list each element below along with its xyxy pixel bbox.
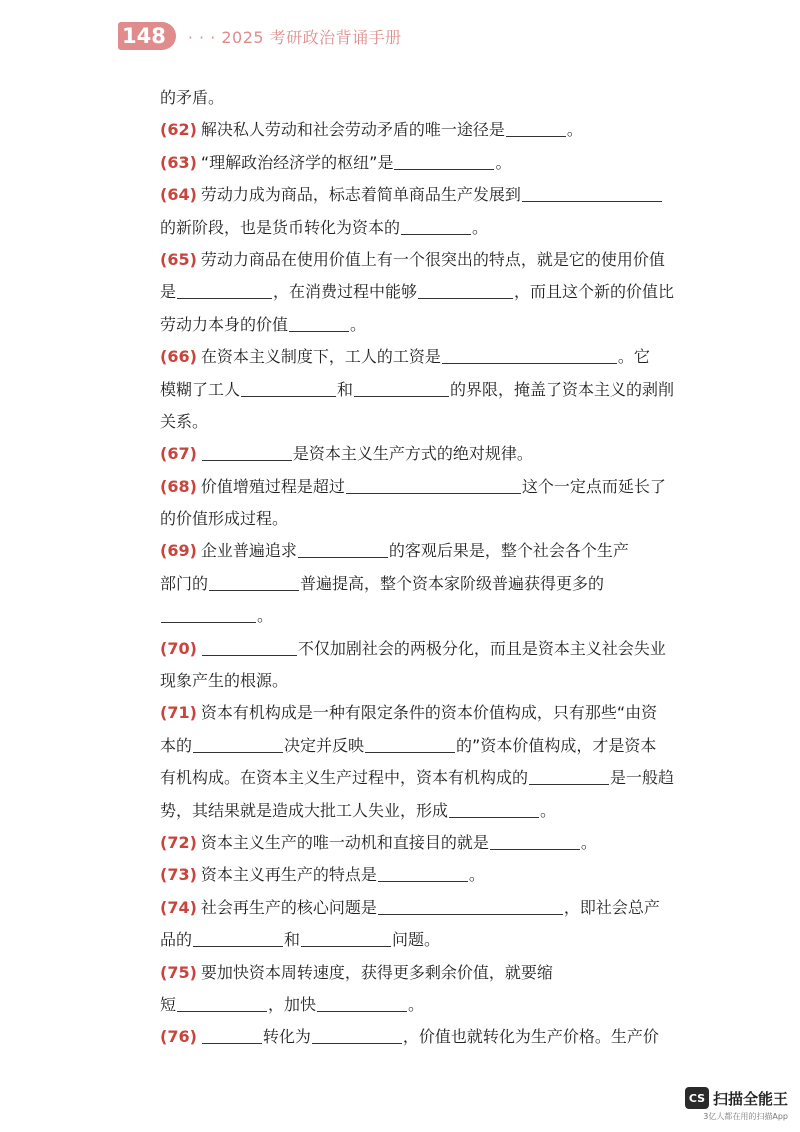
blank-field: [177, 993, 267, 1012]
blank-field: [202, 637, 297, 656]
question-69: (69) 企业普遍追求 的客观后果是，整个社会各个生产: [160, 541, 629, 561]
blank-field: [394, 151, 494, 170]
question-68: (68) 价值增殖过程是超过 这个一定点而延长了: [160, 476, 666, 496]
blank-field: [506, 118, 566, 137]
question-66: (66) 在资本主义制度下，工人的工资是 。它: [160, 347, 650, 367]
blank-field: [193, 928, 283, 947]
question-67: (67) 是资本主义生产方式的绝对规律。: [160, 444, 533, 464]
question-71-line2: 本的 决定并反映 的”资本价值构成，才是资本: [160, 735, 657, 755]
blank-field: [378, 863, 468, 882]
page-number: 148: [118, 22, 176, 50]
question-71-line3: 有机构成。在资本主义生产过程中，资本有机构成的 是一般趋: [160, 768, 675, 788]
question-75: (75) 要加快资本周转速度，获得更多剩余价值，就要缩: [160, 962, 553, 982]
question-64-line2: 的新阶段，也是货币转化为资本的 。: [160, 217, 489, 237]
blank-field: [418, 280, 513, 299]
blank-field: [193, 734, 283, 753]
blank-field: [354, 378, 449, 397]
question-65-line3: 劳动力本身的价值 。: [160, 314, 367, 334]
question-66-line2: 模糊了工人 和 的界限，掩盖了资本主义的剥削: [160, 379, 675, 399]
watermark-app-name: 扫描全能王: [712, 1089, 788, 1108]
continuation-line: 的矛盾。: [160, 88, 225, 107]
blank-field: [365, 734, 455, 753]
blank-field: [161, 604, 256, 623]
question-63: (63) “理解政治经济学的枢纽”是 。: [160, 152, 512, 172]
page-header: [118, 22, 402, 50]
blank-field: [401, 216, 471, 235]
question-62: (62) 解决私人劳动和社会劳动矛盾的唯一途径是 。: [160, 120, 583, 140]
blank-field: [202, 1025, 262, 1044]
question-75-line2: 短 ，加快 。: [160, 994, 425, 1014]
blank-field: [298, 539, 388, 558]
question-70-line2: 现象产生的根源。: [160, 671, 289, 691]
book-title: · · · 2025 考研政治背诵手册: [187, 27, 402, 47]
camscanner-logo-icon: CS: [685, 1087, 709, 1109]
question-73: (73) 资本主义再生产的特点是 。: [160, 865, 485, 885]
question-76: (76) 转化为 ，价值也就转化为生产价格。生产价: [160, 1027, 659, 1047]
question-70: (70) 不仅加剧社会的两极分化，而且是资本主义社会失业: [160, 638, 666, 658]
blank-field: [301, 928, 391, 947]
blank-field: [317, 993, 407, 1012]
blank-field: [378, 896, 563, 915]
blank-field: [202, 442, 292, 461]
question-74-line2: 品的 和 问题。: [160, 930, 441, 950]
blank-field: [289, 313, 349, 332]
blank-field: [529, 766, 609, 785]
blank-field: [449, 799, 539, 818]
blank-field: [490, 831, 580, 850]
question-66-line3: 关系。: [160, 411, 209, 431]
watermark-tagline: 3亿人都在用的扫描App: [703, 1112, 788, 1121]
question-71: (71) 资本有机构成是一种有限定条件的资本价值构成，只有那些“由资: [160, 703, 658, 723]
question-64: (64) 劳动力成为商品，标志着简单商品生产发展到: [160, 179, 690, 211]
question-71-line4: 势，其结果就是造成大批工人失业，形成 。: [160, 800, 557, 820]
question-74: (74) 社会再生产的核心问题是 ，即社会总产: [160, 897, 660, 917]
blank-field: [209, 572, 299, 591]
question-69-line2: 部门的 普遍提高，整个资本家阶级普遍获得更多的: [160, 573, 605, 593]
blank-field: [241, 378, 336, 397]
question-68-line2: 的价值形成过程。: [160, 509, 289, 529]
question-65-line2: 是 ，在消费过程中能够 ，而且这个新的价值比: [160, 282, 675, 302]
question-list: [160, 82, 690, 1054]
blank-field: [177, 280, 272, 299]
blank-field: [522, 183, 662, 202]
question-69-line3: 。: [160, 600, 690, 632]
blank-field: [312, 1025, 402, 1044]
scanner-watermark: [685, 1087, 788, 1122]
question-65: (65) 劳动力商品在使用价值上有一个很突出的特点，就是它的使用价值: [160, 249, 665, 269]
blank-field: [442, 345, 617, 364]
question-72: (72) 资本主义生产的唯一动机和直接目的就是 。: [160, 832, 597, 852]
blank-field: [346, 475, 521, 494]
